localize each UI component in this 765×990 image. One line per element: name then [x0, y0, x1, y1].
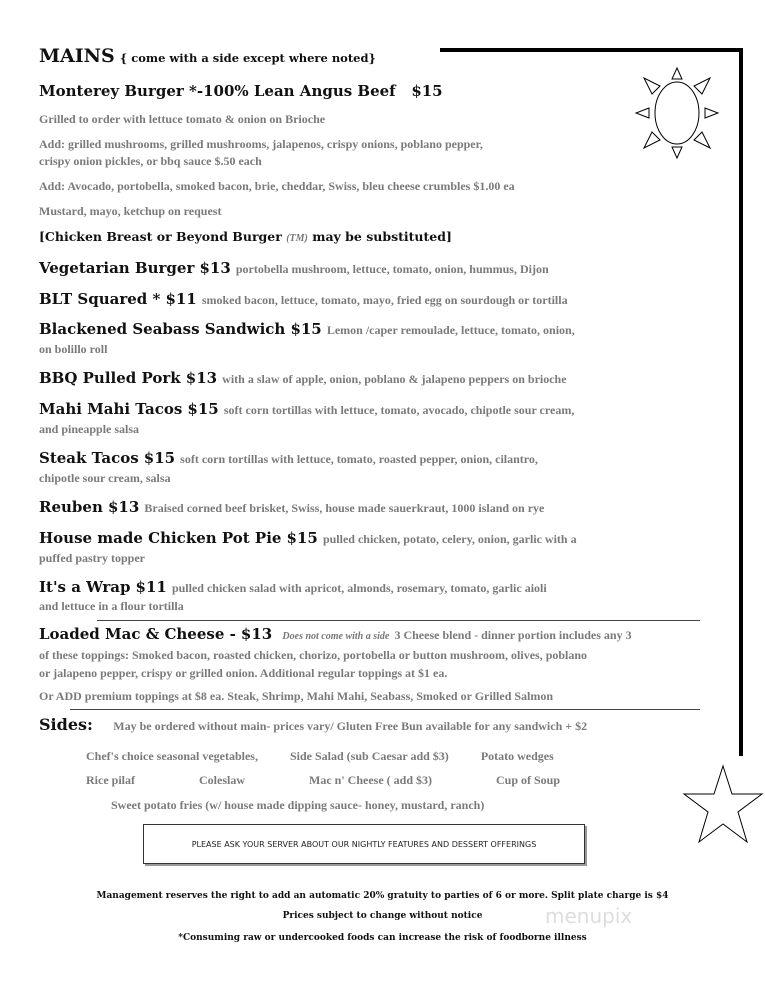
footer-warning: *Consuming raw or undercooked foods can increase the risk of foodborne illness [178, 933, 587, 943]
item-monterey [39, 82, 443, 100]
sun-icon [632, 66, 722, 160]
mains-header [39, 44, 376, 70]
divider [97, 620, 700, 621]
item-desc: portobella mushroom, lettuce, tomato, onion, hummus, Dijon [235, 262, 549, 276]
sides-header [39, 715, 587, 736]
sides-note: May be ordered without main- prices vary/ Gluten Free Bun available for any sandwich + $2 [113, 719, 588, 733]
item-desc-2: and pineapple salsa [39, 422, 140, 436]
substitution-note [39, 228, 452, 248]
substitute-text: [Chicken Breast or Beyond Burger [39, 229, 282, 244]
item-desc: soft corn tortillas with lettuce, tomato, roasted pepper, onion, cilantro, [180, 452, 538, 466]
item-desc-3: or jalapeno pepper, crispy or grilled onion. Additional regular toppings at $1 ea. [39, 666, 448, 680]
item-price: $11 [165, 290, 197, 308]
item-name: Blackened Seabass Sandwich [39, 320, 286, 338]
menu-item [39, 529, 577, 548]
item-price: $13 [199, 259, 231, 277]
item-price: $15 [187, 400, 219, 418]
item-name: It's a Wrap [39, 578, 131, 596]
item-desc-2: on bolillo roll [39, 342, 108, 356]
side-item: Sweet potato fries (w/ house made dipping sauce- honey, mustard, ranch) [111, 798, 485, 812]
menu-item [39, 369, 567, 388]
sides-row-2 [86, 772, 560, 788]
menu-item [39, 290, 568, 309]
item-desc-2: puffed pastry topper [39, 551, 146, 565]
sides-title: Sides: [39, 715, 93, 734]
item-desc: Lemon /caper remoulade, lettuce, tomato, onion, [326, 323, 575, 337]
item-desc: with a slaw of apple, onion, poblano & jalapeno peppers on brioche [222, 372, 567, 386]
monterey-condiments: Mustard, mayo, ketchup on request [39, 204, 222, 218]
item-desc: Braised corned beef brisket, Swiss, house made sauerkraut, 1000 island on rye [144, 501, 545, 515]
item-price: $15 [290, 320, 322, 338]
item-price: $15 [286, 529, 318, 547]
menu-item [39, 449, 538, 468]
footer-prices: Prices subject to change without notice [282, 911, 483, 921]
trademark: (TM) [286, 233, 308, 244]
item-name: Mahi Mahi Tacos [39, 400, 183, 418]
side-item: Rice pilaf [86, 773, 135, 787]
item-name: House made Chicken Pot Pie [39, 529, 282, 547]
monterey-desc: Grilled to order with lettuce tomato & onion on Brioche [39, 112, 326, 126]
sides-row-1 [86, 748, 554, 764]
item-note: Does not come with a side [282, 631, 390, 642]
monterey-addons-2: crispy onion pickles, or bbq sauce $.50 each [39, 154, 262, 168]
notice-text: PLEASE ASK YOUR SERVER ABOUT OUR NIGHTLY FEATURES AND DESSERT OFFERINGS [191, 839, 537, 849]
item-price: $13 [185, 369, 218, 387]
item-name: Steak Tacos [39, 449, 139, 467]
side-item: Potato wedges [480, 749, 554, 763]
mains-subtitle: { come with a side except where noted} [119, 51, 376, 65]
item-desc: pulled chicken salad with apricot, almonds, rosemary, tomato, garlic aioli [171, 581, 547, 595]
substitute-text-2: may be substituted] [312, 229, 452, 244]
mains-title: MAINS [39, 45, 115, 67]
item-price: $15 [411, 82, 443, 100]
monterey-premium-addons: Add: Avocado, portobella, smoked bacon, brie, cheddar, Swiss, bleu cheese crumbles $1.00 ea [39, 179, 515, 193]
watermark: menupix [545, 904, 633, 928]
item-desc-2: of these toppings: Smoked bacon, roasted chicken, chorizo, portobella or button mushroom, olives, poblano [39, 648, 588, 662]
item-desc-2: chipotle sour cream, salsa [39, 471, 171, 485]
item-desc: smoked bacon, lettuce, tomato, mayo, fried egg on sourdough or tortilla [201, 293, 568, 307]
side-item: Mac n' Cheese ( add $3) [309, 773, 432, 787]
item-name: Reuben [39, 498, 103, 516]
menu-item [39, 259, 549, 278]
item-name: Loaded Mac & Cheese - [39, 625, 236, 643]
frame-right [739, 48, 743, 756]
footer-gratuity: Management reserves the right to add an automatic 20% gratuity to parties of 6 or more. Split plate charge is $4 [96, 891, 669, 901]
monterey-addons: Add: grilled mushrooms, grilled mushrooms, jalapenos, crispy onions, poblano pepper, [39, 137, 483, 151]
frame-top [440, 48, 743, 52]
item-desc-2: and lettuce in a flour tortilla [39, 599, 184, 613]
menu-item [39, 400, 574, 419]
item-price: $13 [107, 498, 140, 516]
notice-box [143, 824, 585, 864]
menu-item [39, 578, 547, 597]
item-name: BLT Squared * [39, 290, 161, 308]
item-desc: pulled chicken, potato, celery, onion, garlic with a [322, 532, 577, 546]
item-price: $13 [240, 625, 273, 643]
side-item: Chef's choice seasonal vegetables, [86, 749, 258, 763]
item-name: Monterey Burger *-100% Lean Angus Beef [39, 82, 396, 100]
star-icon [682, 764, 764, 844]
side-item: Coleslaw [199, 773, 245, 787]
side-item: Cup of Soup [496, 773, 561, 787]
item-desc: 3 Cheese blend - dinner portion includes any 3 [394, 628, 632, 642]
divider [70, 709, 700, 710]
sides-row-3 [111, 797, 484, 813]
item-price: $11 [135, 578, 167, 596]
menu-item [39, 498, 544, 517]
item-name: BBQ Pulled Pork [39, 369, 181, 387]
menu-item [39, 320, 575, 339]
item-mac-cheese [39, 625, 632, 646]
side-item: Side Salad (sub Caesar add $3) [289, 749, 449, 763]
item-price: $15 [143, 449, 176, 467]
premium-toppings: Or ADD premium toppings at $8 ea. Steak, Shrimp, Mahi Mahi, Seabass, Smoked or Grilled Salmon [39, 689, 554, 703]
item-name: Vegetarian Burger [39, 259, 195, 277]
item-desc: soft corn tortillas with lettuce, tomato, avocado, chipotle sour cream, [223, 403, 575, 417]
